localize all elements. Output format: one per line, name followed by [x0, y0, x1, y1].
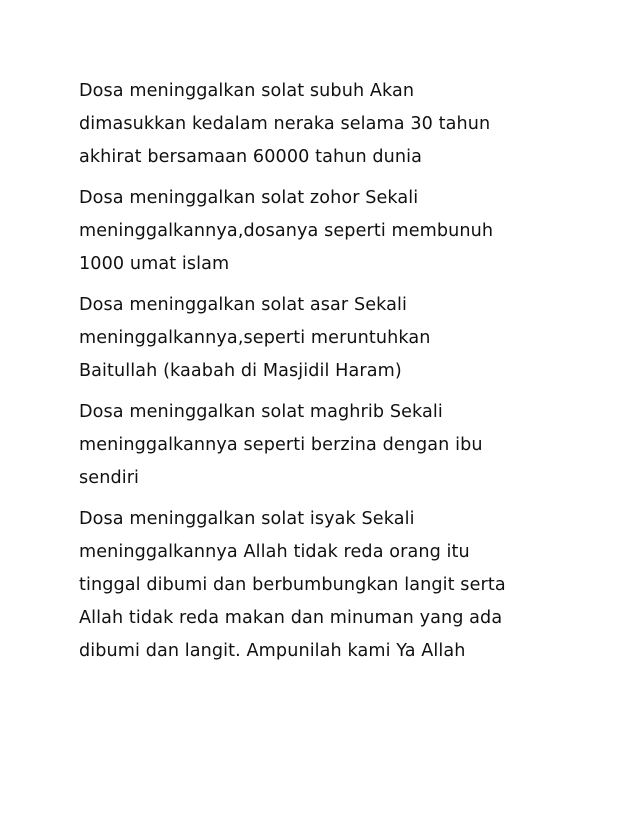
document-body [79, 75, 599, 676]
text-line: Baitullah (kaabah di Masjidil Haram) [79, 361, 402, 381]
text-line: Dosa meninggalkan solat isyak Sekali [79, 509, 415, 529]
text-line: meninggalkannya,seperti meruntuhkan [79, 328, 431, 348]
paragraph-isyak [79, 503, 599, 668]
text-line: Dosa meninggalkan solat maghrib Sekali [79, 402, 443, 422]
text-line: Allah tidak reda makan dan minuman yang ada [79, 608, 503, 628]
paragraph-maghrib [79, 396, 599, 495]
text-line: akhirat bersamaan 60000 tahun dunia [79, 147, 423, 167]
text-line: meninggalkannya,dosanya seperti membunuh [79, 221, 494, 241]
paragraph-subuh [79, 75, 599, 174]
text-line: dimasukkan kedalam neraka selama 30 tahun [79, 114, 491, 134]
text-line: dibumi dan langit. Ampunilah kami Ya Allah [79, 641, 466, 661]
paragraph-zohor [79, 182, 599, 281]
text-line: Dosa meninggalkan solat zohor Sekali [79, 188, 419, 208]
text-line: meninggalkannya Allah tidak reda orang itu [79, 542, 470, 562]
text-line: tinggal dibumi dan berbumbungkan langit serta [79, 575, 506, 595]
text-line: Dosa meninggalkan solat asar Sekali [79, 295, 407, 315]
text-line: meninggalkannya seperti berzina dengan ibu [79, 435, 483, 455]
paragraph-asar [79, 289, 599, 388]
text-line: Dosa meninggalkan solat subuh Akan [79, 81, 415, 101]
text-line: 1000 umat islam [79, 254, 230, 274]
text-line: sendiri [79, 468, 140, 488]
